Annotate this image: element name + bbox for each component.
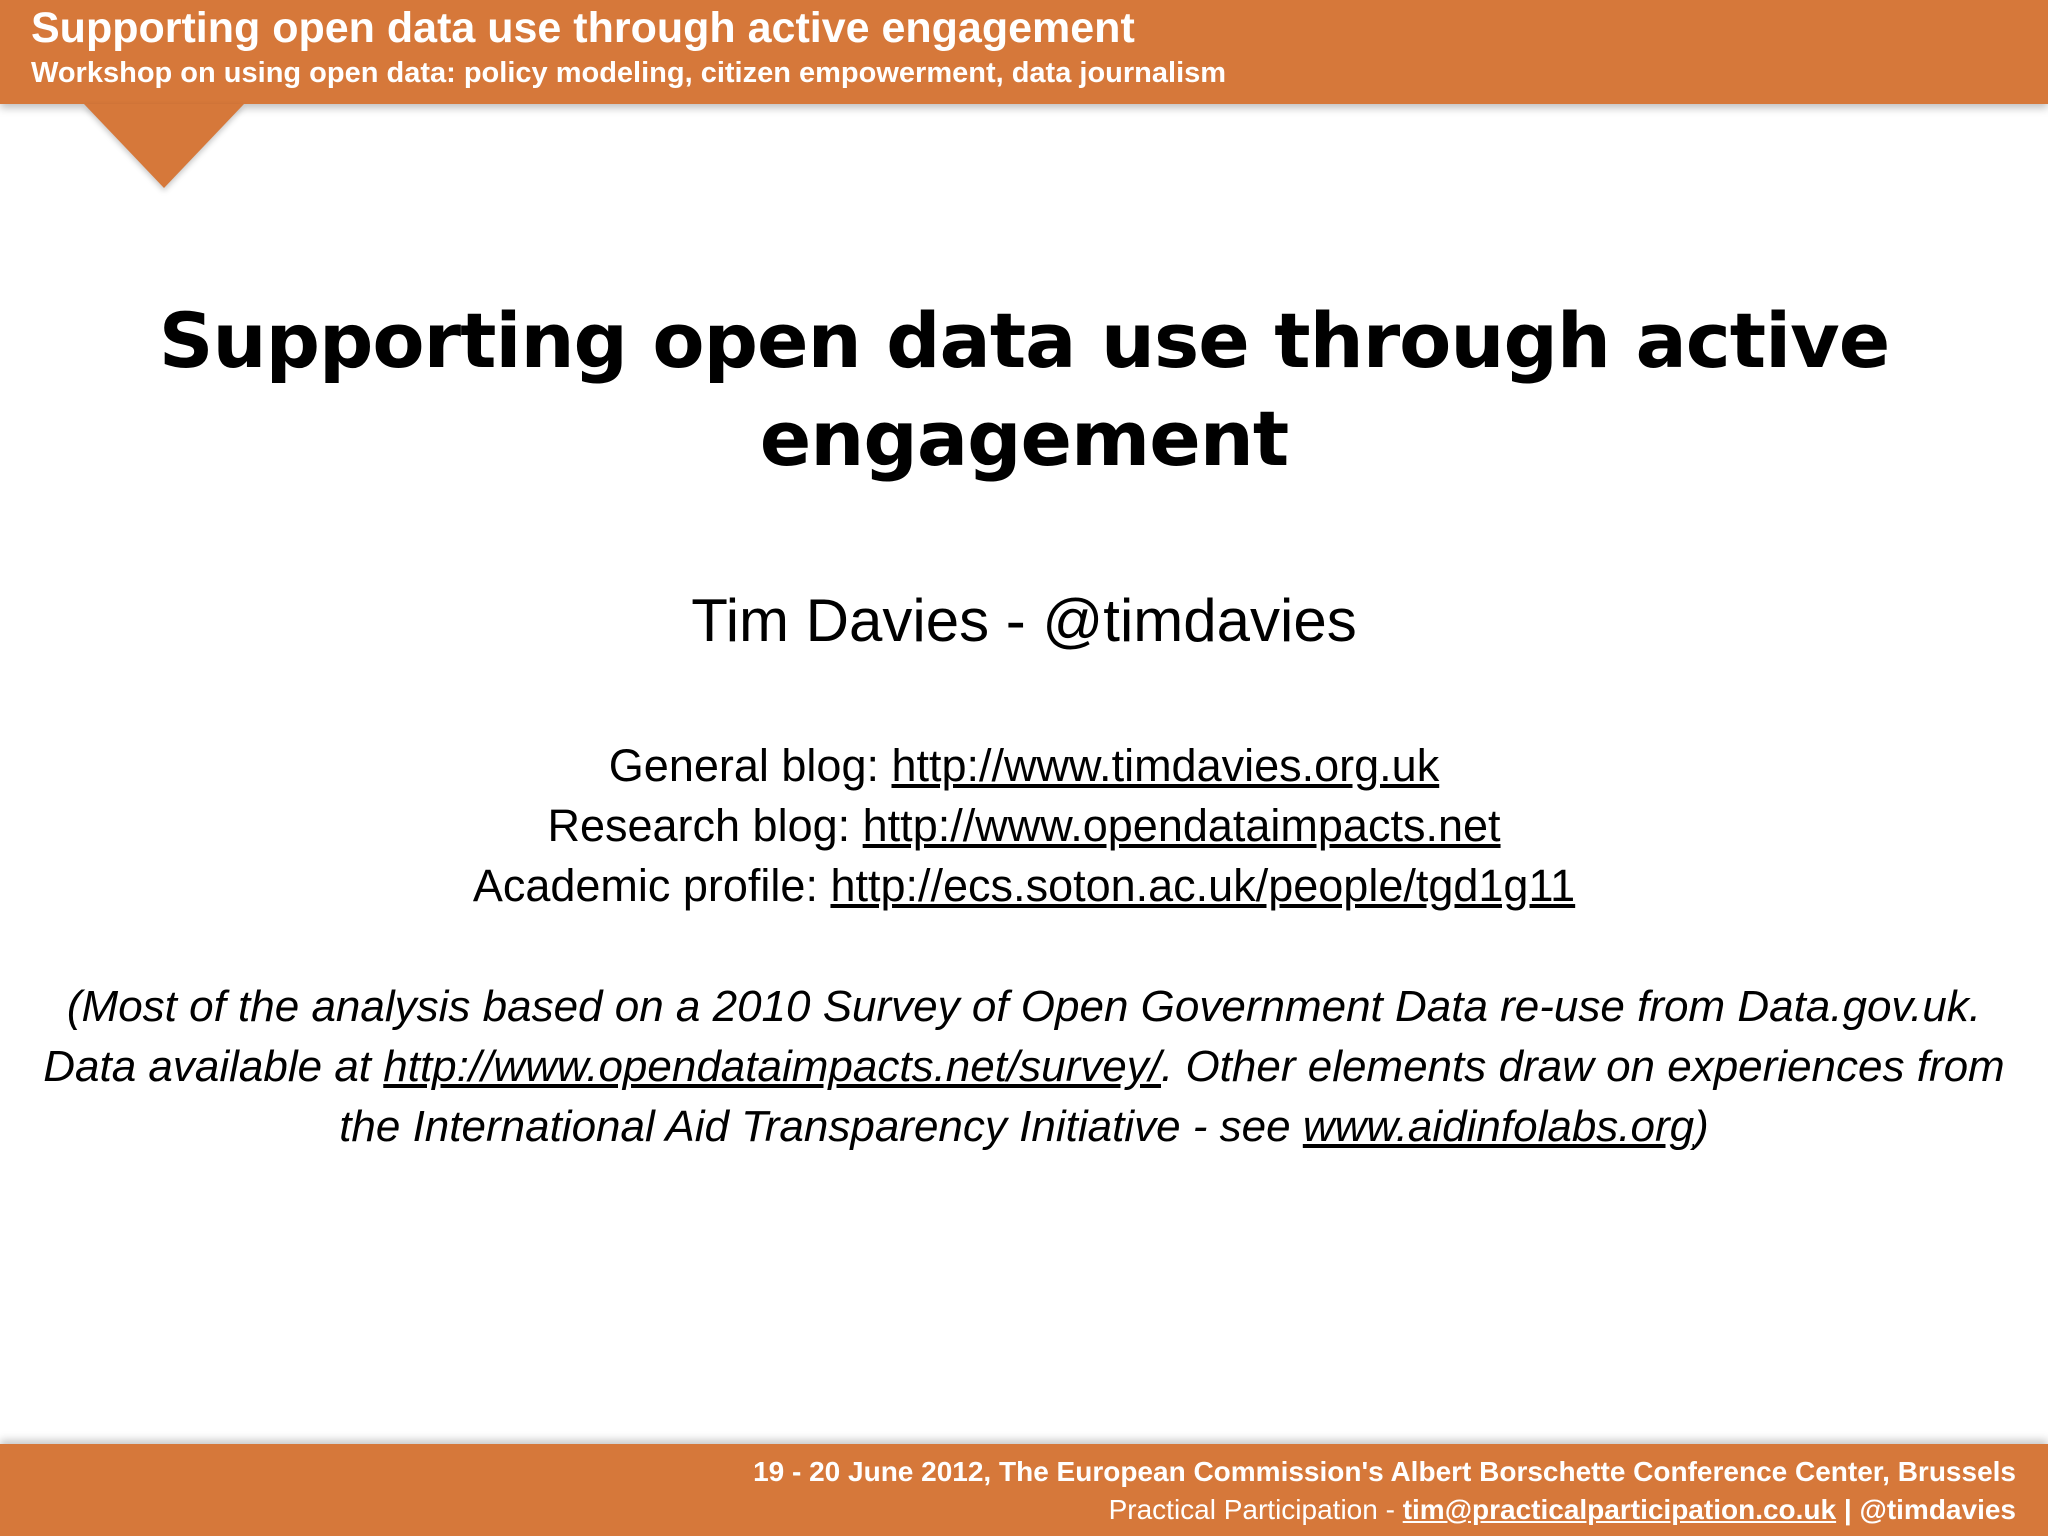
- survey-data-link[interactable]: http://www.opendataimpacts.net/survey/: [383, 1042, 1161, 1091]
- slide-title-line1: Supporting open data use through active: [158, 296, 1890, 385]
- link-row-research-blog: [0, 796, 2048, 856]
- footer-email-link[interactable]: tim@practicalparticipation.co.uk: [1402, 1494, 1837, 1525]
- link-row-general-blog: [0, 736, 2048, 796]
- slide-title-line2: engagement: [759, 394, 1289, 483]
- footer-band: [0, 1444, 2048, 1536]
- footer-handle: @timdavies: [1859, 1494, 2016, 1525]
- general-blog-link[interactable]: http://www.timdavies.org.uk: [891, 740, 1440, 791]
- links-list: [0, 736, 2048, 916]
- research-blog-link[interactable]: http://www.opendataimpacts.net: [862, 800, 1501, 851]
- aidinfolabs-link[interactable]: www.aidinfolabs.org: [1302, 1102, 1695, 1151]
- note-text-part3: ): [1694, 1102, 1709, 1151]
- link-label-research-blog: Research blog:: [547, 800, 863, 851]
- link-label-general-blog: General blog:: [608, 740, 892, 791]
- footer-event: 19 - 20 June 2012, The European Commission's Albert Borschette Conference Center, Brussels: [753, 1456, 2016, 1487]
- header-subtitle: Workshop on using open data: policy modeling, citizen empowerment, data journalism: [31, 57, 1227, 89]
- note-text-part1: (Most of the analysis based on a 2010 Survey of Open Government Data re-use from Data.gov.uk. Data available at: [43, 982, 1982, 1091]
- author-line: Tim Davies - @timdavies: [691, 587, 1357, 654]
- footer-org: Practical Participation -: [1108, 1494, 1403, 1525]
- header-pointer-triangle: [84, 104, 244, 188]
- link-label-academic-profile: Academic profile:: [472, 860, 831, 911]
- note-text-part2: . Other elements draw on experiences from the International Aid Transparency Initiative - see: [339, 1042, 2005, 1151]
- analysis-note: [20, 977, 2028, 1157]
- academic-profile-link[interactable]: http://ecs.soton.ac.uk/people/tgd1g11: [830, 860, 1576, 911]
- slide-title: [0, 292, 2048, 488]
- footer-contact: [1109, 1494, 2016, 1526]
- footer-separator: |: [1836, 1494, 1860, 1525]
- link-row-academic-profile: [0, 856, 2048, 916]
- header-band: [0, 0, 2048, 104]
- header-title: Supporting open data use through active engagement: [31, 4, 1135, 52]
